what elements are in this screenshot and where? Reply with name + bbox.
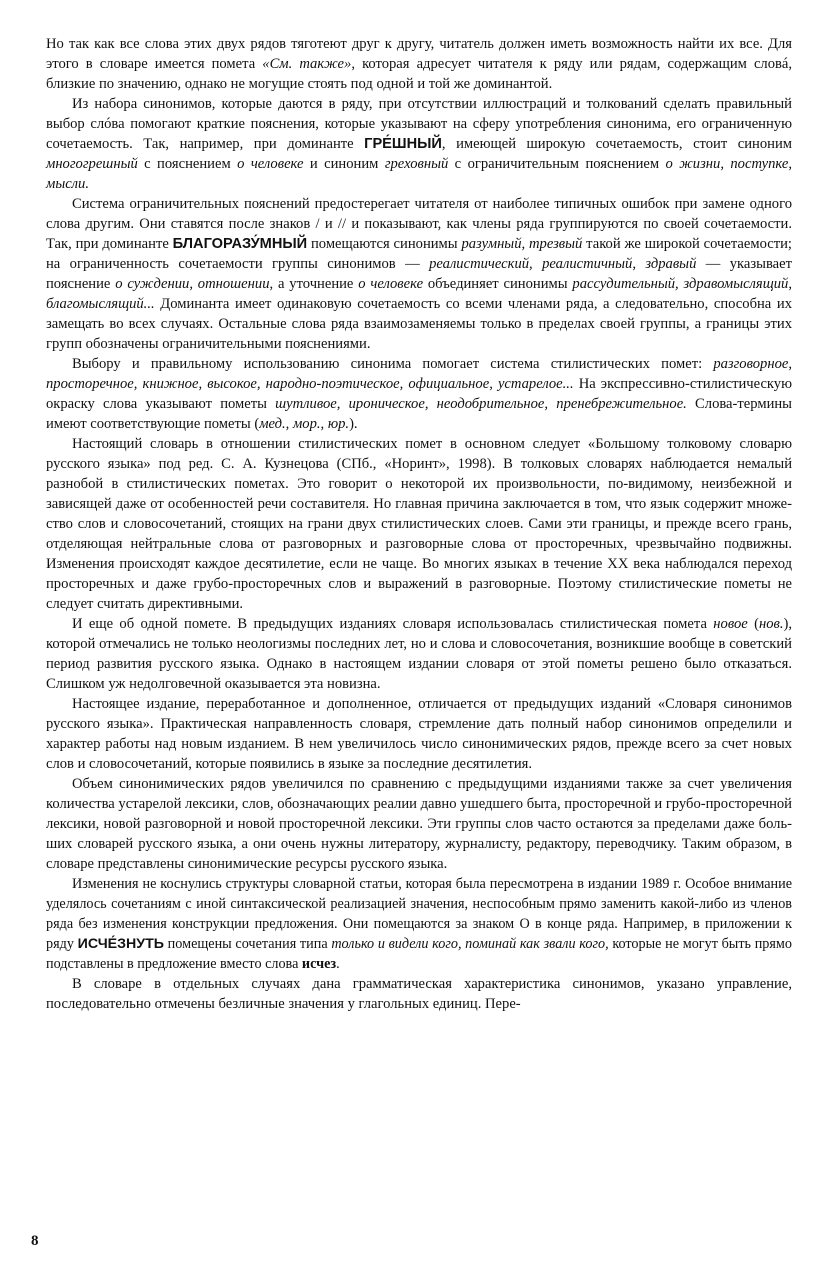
text-run: Выбору и правильному использованию синонима помогает система стилистических помет: <box>72 356 714 372</box>
paragraph <box>46 34 792 94</box>
text-run: которые не могут быть прямо подставлены в предложение вместо слова <box>46 936 792 972</box>
italic-run: рассудительный, здравомыслящий, благомыслящий... <box>46 276 792 312</box>
paragraph <box>46 614 792 694</box>
text-run: объединяет синонимы <box>423 276 573 292</box>
text-run: Но так как все слова этих двух рядов тяготеют друг к другу, читатель должен иметь возможность найти их все. Для этого в словаре имеется помета <box>46 36 792 72</box>
text-run: — указывает пояснение <box>46 256 792 292</box>
text-run: Система ограничительных пояснений предостерегает читателя от наиболее типичных ошибок при замене одного слова другим. Они ставятся после знаков / и // и показывают, как члены ряда группируются по своей сочетаемости. Так, при доминанте <box>46 196 792 252</box>
bold-word: исчез <box>301 956 337 972</box>
text-run: ). <box>349 416 358 432</box>
italic-run: о человеке <box>237 156 304 172</box>
italic-run: мед., мор., юр. <box>259 416 350 432</box>
paragraph <box>46 434 792 614</box>
italic-run: «См. также» <box>262 56 352 72</box>
paragraph <box>46 974 792 1014</box>
text-run: На экспрессивно-стилистическую окраску слова указывают пометы <box>46 376 793 412</box>
paragraph <box>46 94 792 194</box>
text-run: Изменения не коснулись структуры словарной статьи, которая была пересмотрена в издании 1989 г. Особое внимание уделялось сочетаниям с иной синтаксической реализацией значения, неспособным прямо заменить какой-либо из членов ряда без изменения конструкции предложения. Они помещаются за знаком <box>46 876 792 932</box>
text-run: Настоящее издание, переработанное и дополненное, отличается от предыдущих изданий «Словаря синонимов русского языка». Практическая направленность словаря, стремление дать полный набор синонимов определили и характер работы над новым изданием. В нем увеличилось число синонимических рядов, прежде всего за счет новых слов и словосочетаний, которые появились в языке за последние десятилетия. <box>46 696 792 772</box>
italic-run: о жизни, поступке, мысли. <box>46 156 792 192</box>
italic-run: только и видели кого, поминай как звали кого, <box>331 936 609 952</box>
text-run: с пояснением <box>137 156 238 172</box>
text-run: Объем синонимических рядов увеличился по сравнению с предыдущими изданиями также за счет увеличения количества устарелой лексики, слов, обозначающих реалии давно ушедшего быта, просторечной и грубо-просторечной лексики, новой разговорной и новой просторечной лексики. Эти группы слов часто остаются за пределами даже больших словарей русского языка, а они очень нужны литератору, журналисту, редактору, переводчику. Таким образом, в словаре представлены синонимические ресурсы русского языка. <box>46 776 792 872</box>
dominant-word: ГРЕ́ШНЫЙ <box>364 136 442 152</box>
text-run: ( <box>747 616 759 632</box>
paragraph <box>46 874 792 974</box>
text-run: такой же широкой сочетаемости; на ограниченность сочетаемости группы синонимов — <box>46 236 792 272</box>
text-run: О <box>519 916 530 932</box>
text-run: помещены сочетания типа <box>163 936 332 952</box>
text-run: , а уточнение <box>269 276 359 292</box>
text-run: Настоящий словарь в отношении стилистических помет в основном следует «Большому толковому словарю русского языка» под ред. С. А. Кузнецова (СПб., «Норинт», 1998). В толковых словарях наблюдается немалый разнобой в стилистических пометах. Это говорит о некоторой их произвольности, по-видимому, неизбежной и зависящей даже от особенностей речи составителя. Но главная причина заключается в том, что язык содержит множество слов и словосочетаний, стоящих на грани двух стилистических слоев. Сами эти границы, и прежде всего грань, отделяющая нейтральные слова от разговорных и разговорные слова от просторечных, чрезвычайно подвижны. Изменения происходят каждое десятилетие, если не чаще. Во многих языках в течение XX века наблюдался переход просторечных и даже грубо-просторечных слов и выражений в разговорные. Поэтому стилистические пометы не следует считать директивными. <box>46 436 792 612</box>
page-number: 8 <box>31 1233 39 1249</box>
text-run: , которая адресует читателя к ряду или рядам, содержащим словá, близкие по значению, однако не могущие стоять под одной и той же доминантой. <box>46 56 793 92</box>
text-run: Доминанта имеет одинаковую сочетаемость со всеми членами ряда, а следовательно, способна их замещать во всех случаях. Остальные слова ряда взаимозаменяемы только в пределах своей группы, а границы этих групп обозначены ограничительными пояснениями. <box>46 296 792 352</box>
paragraph <box>46 774 792 874</box>
text-run: ), которой отмечались не только неологизмы последних лет, но и слова и словосочетания, возникшие вообще в советский период развития русского языка. Однако в настоящем издании словаря от этой пометы решено было отказаться. Слишком уж недолговечной оказывается эта новизна. <box>46 616 792 692</box>
text-run: И еще об одной помете. В предыдущих изданиях словаря использовалась стилистическая помета <box>72 616 714 632</box>
paragraph <box>46 194 792 354</box>
body-text <box>46 34 792 1014</box>
text-run: помещаются синонимы <box>307 236 462 252</box>
text-run: , имеющей широкую сочетаемость, стоит синоним <box>441 136 792 152</box>
italic-run: греховный <box>384 156 449 172</box>
italic-run: многогрешный <box>46 156 138 172</box>
paragraph <box>46 354 792 434</box>
text-run: Слова-термины имеют соответствующие пометы ( <box>46 396 792 432</box>
text-run: в конце ряда. Например, в приложении к ряду <box>46 916 793 952</box>
italic-run: нов. <box>758 616 784 632</box>
text-run: В словаре в отдельных случаях дана грамматическая характеристика синонимов, указано управление, последовательно отмечены безличные значения у глагольных единиц. Пере- <box>46 976 792 1012</box>
text-run: . <box>336 956 340 972</box>
paragraph <box>46 694 792 774</box>
italic-run: шутливое, ироническое, неодобрительное, пренебрежительное. <box>275 396 687 412</box>
text-run: и синоним <box>303 156 385 172</box>
italic-run: новое <box>713 616 748 632</box>
dominant-word: БЛАГОРАЗУ́МНЫЙ <box>172 236 308 252</box>
italic-run: реалистический, реалистичный, здравый <box>429 256 697 272</box>
dominant-word: ИСЧЕ́ЗНУТЬ <box>77 936 164 952</box>
text-run: с ограничительным пояснением <box>448 156 666 172</box>
text-run: Из набора синонимов, которые даются в ряду, при отсутствии иллюстраций и толкований сделать правильный выбор слóва помогают краткие пояснения, которые указывают на сферу употребления синонима, его ограниченную сочетаемость. Так, например, при доминанте <box>46 96 792 152</box>
italic-run: разумный, трезвый <box>461 236 583 252</box>
italic-run: о суждении, отношении <box>115 276 270 292</box>
italic-run: разговорное, просторечное, книжное, высокое, народно-поэтическое, официальное, устарелое... <box>46 356 792 392</box>
italic-run: о человеке <box>358 276 424 292</box>
